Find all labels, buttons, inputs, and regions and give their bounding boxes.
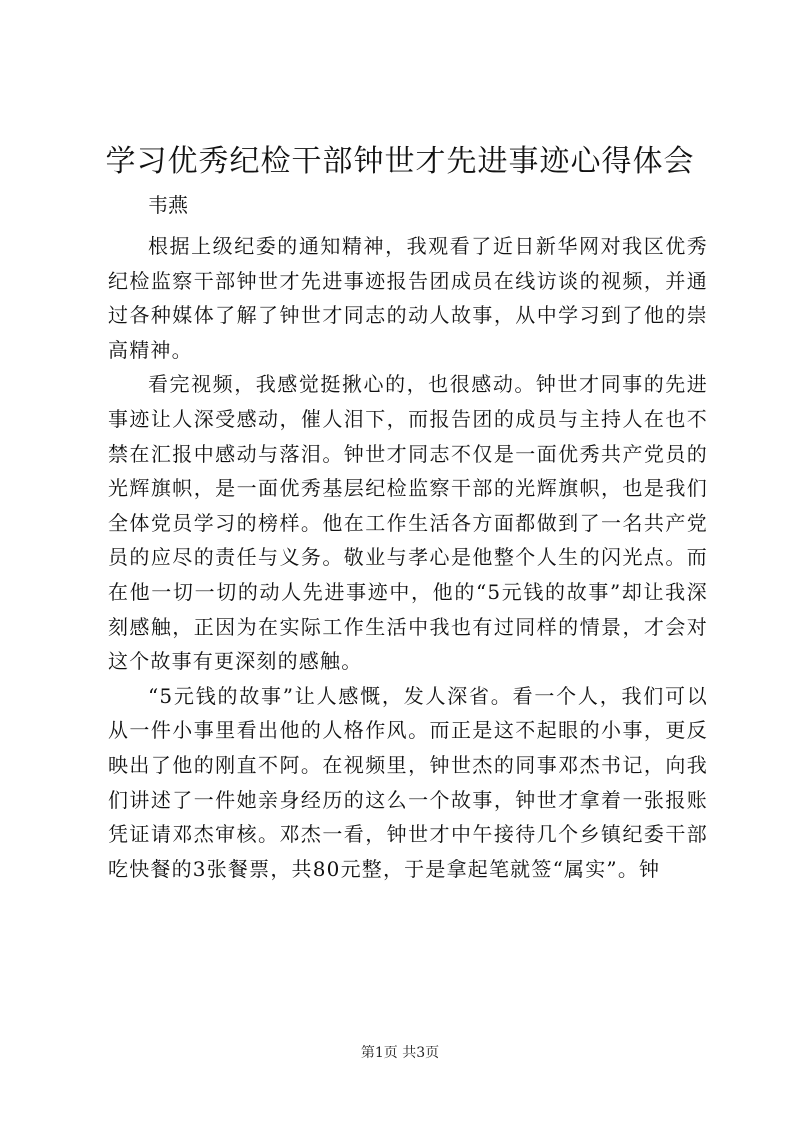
paragraph-3: “5元钱的故事”让人感慨，发人深省。看一个人，我们可以从一件小事里看出他的人格作风。而正是这不起眼的小事，更反映出了他的刚直不阿。在视频里，钟世杰的同事邓杰书记，向我们讲述了一件她亲身经历的这么一个故事，钟世才拿着一张报账凭证请邓杰审核。邓杰一看，钟世才中午接待几个乡镇纪委干部吃快餐的3张餐票，共80元整，于是拿起笔就签“属实”。钟 [108,683,708,881]
author-name: 韦燕 [148,193,188,217]
document-body [108,229,708,886]
paragraph-2: 看完视频，我感觉挺揪心的，也很感动。钟世才同事的先进事迹让人深受感动，催人泪下，而报告团的成员与主持人在也不禁在汇报中感动与落泪。钟世才同志不仅是一面优秀共产党员的光辉旗帜，是一面优秀基层纪检监察干部的光辉旗帜，也是我们全体党员学习的榜样。他在工作生活各方面都做到了一名共产党员的应尽的责任与义务。敬业与孝心是他整个人生的闪光点。而在他一切一切的动人先进事迹中，他的“5元钱的故事”却让我深刻感触，正因为在实际工作生活中我也有过同样的情景，才会对这个故事有更深刻的感触。 [108,372,708,674]
paragraph-1: 根据上级纪委的通知精神，我观看了近日新华网对我区优秀纪检监察干部钟世才先进事迹报告团成员在线访谈的视频，并通过各种媒体了解了钟世才同志的动人故事，从中学习到了他的崇高精神。 [108,234,708,362]
page-number-footer: 第1页 共3页 [360,1045,440,1061]
document-title: 学习优秀纪检干部钟世才先进事迹心得体会 [105,144,695,179]
